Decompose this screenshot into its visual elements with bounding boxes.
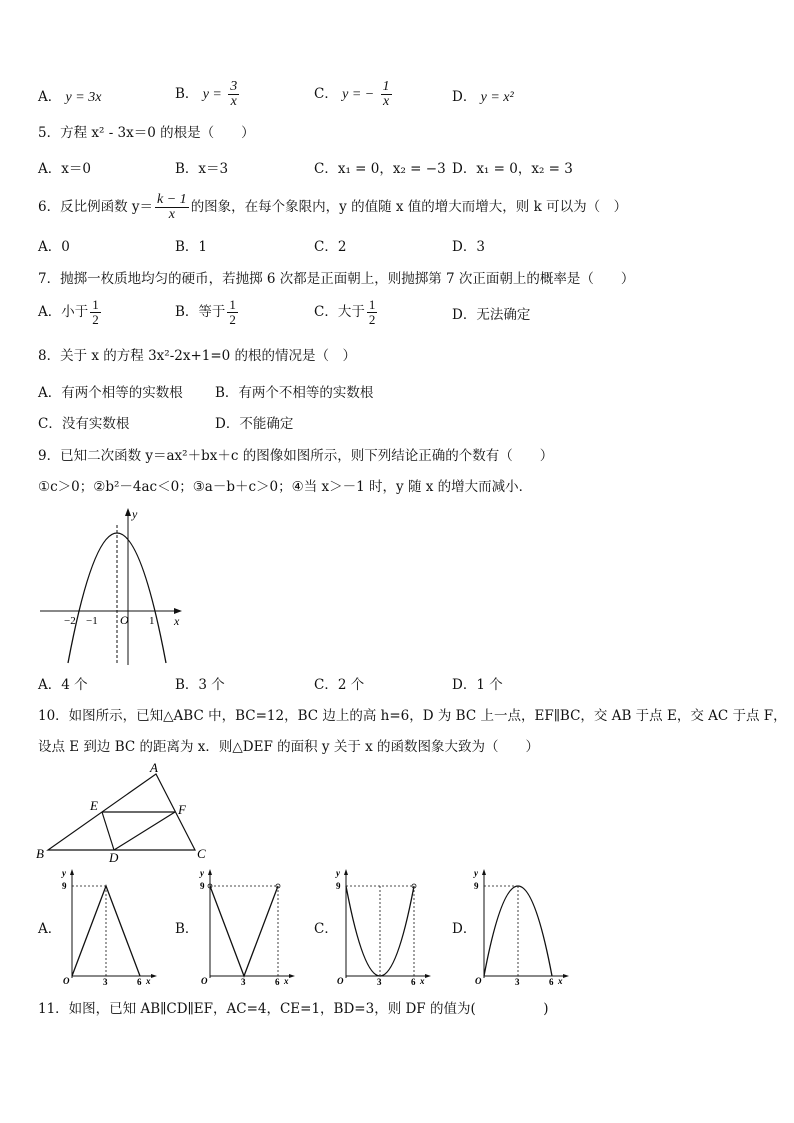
x-axis-arrow — [563, 974, 569, 978]
q5-option-c[interactable]: C．x₁ = 0，x₂ = −3 — [314, 161, 446, 177]
denominator: 2 — [229, 312, 236, 327]
q10-stem-line2: 设点 E 到边 BC 的距离为 x．则△DEF 的面积 y 关于 x 的函数图象大致为（ ） — [38, 739, 540, 755]
fraction — [381, 80, 392, 109]
tick-six: 6 — [411, 977, 416, 986]
option-math: y = x² — [480, 90, 514, 105]
option-label: A． — [38, 89, 62, 105]
q9-conditions: ①c＞0；②b²－4ac＜0；③a－b＋c＞0；④当 x＞－1 时，y 随 x 的增大而减小． — [38, 479, 533, 495]
q8-stem: 8．关于 x 的方程 3x²-2x+1=0 的根的情况是（ ） — [38, 348, 357, 364]
q7-option-a[interactable] — [38, 298, 103, 327]
x-label: x — [284, 976, 289, 986]
segment-df — [114, 812, 175, 850]
q8-option-c[interactable]: C．没有实数根 — [38, 416, 130, 432]
q10-option-c-graph[interactable] — [332, 866, 432, 986]
q9-stem: 9．已知二次函数 y＝ax²＋bx＋c 的图像如图所示，则下列结论正确的个数有（ ） — [38, 448, 554, 464]
y-axis-arrow — [125, 508, 131, 516]
q7-option-d[interactable]: D．无法确定 — [452, 307, 531, 323]
numerator: 1 — [229, 297, 236, 312]
q10-option-a-label[interactable]: A． — [38, 921, 62, 937]
tick-three: 3 — [377, 977, 382, 986]
q10-triangle-figure — [30, 760, 220, 865]
q9-parabola-graph — [36, 503, 186, 668]
tick-nine: 9 — [474, 881, 479, 891]
q6-option-c[interactable]: C．2 — [314, 239, 347, 255]
q5-option-a[interactable]: A．x＝0 — [38, 161, 91, 177]
q9-option-b[interactable]: B．3 个 — [175, 677, 225, 693]
tick-six: 6 — [549, 977, 554, 986]
vertex-label: C — [197, 846, 206, 861]
x-label: x — [420, 976, 425, 986]
origin-label: O — [201, 976, 208, 986]
option-math: y = − — [342, 87, 375, 102]
q7-option-c[interactable] — [314, 298, 379, 327]
q10-option-b-graph[interactable] — [196, 866, 296, 986]
tick-six: 6 — [275, 977, 280, 986]
vertex-label: F — [178, 802, 186, 817]
q10-stem-line1: 10．如图所示，已知△ABC 中，BC=12，BC 边上的高 h=6，D 为 BC 上一点，EF∥BC，交 AB 于点 E，交 AC 于点 F， — [38, 708, 787, 724]
y-axis-arrow — [482, 869, 486, 875]
fraction — [367, 298, 378, 327]
tick-label: −1 — [86, 615, 98, 627]
x-axis-arrow — [151, 974, 157, 978]
vertex-label: B — [36, 846, 44, 861]
q7-option-b[interactable] — [175, 298, 240, 327]
numerator: 3 — [230, 79, 238, 94]
q10-option-a-graph[interactable] — [58, 866, 158, 986]
y-axis-arrow — [344, 869, 348, 875]
q6-stem-prefix: 6．反比例函数 y＝ — [38, 199, 154, 215]
y-label: y — [474, 868, 478, 878]
numerator: 1 — [382, 79, 390, 94]
q11-stem: 11．如图，已知 AB∥CD∥EF，AC=4，CE=1，BD=3，则 DF 的值为( ) — [38, 1001, 549, 1017]
y-axis-arrow — [208, 869, 212, 875]
origin-label: O — [63, 976, 70, 986]
graph-curve — [210, 886, 278, 976]
x-label: x — [146, 976, 151, 986]
option-label: B． — [175, 86, 199, 102]
q9-option-a[interactable]: A．4 个 — [38, 677, 88, 693]
numerator: 1 — [92, 297, 99, 312]
denominator: x — [168, 207, 175, 222]
q6-stem-suffix: 的图象，在每个象限内，y 的值随 x 值的增大而增大，则 k 可以为（ ） — [190, 199, 628, 215]
origin-label: O — [475, 976, 482, 986]
fraction — [90, 298, 101, 327]
q4-option-d[interactable] — [452, 88, 514, 107]
option-math: y = — [202, 87, 222, 102]
option-label: C． — [314, 86, 338, 102]
origin-label: O — [120, 613, 129, 627]
fraction — [227, 298, 238, 327]
y-axis-label: y — [132, 507, 138, 521]
y-axis-arrow — [70, 869, 74, 875]
y-label: y — [62, 868, 66, 878]
q6-option-d[interactable]: D．3 — [452, 239, 485, 255]
tick-six: 6 — [137, 977, 142, 986]
tick-three: 3 — [515, 977, 520, 986]
q9-option-d[interactable]: D．1 个 — [452, 677, 503, 693]
q8-option-d[interactable]: D．不能确定 — [215, 416, 294, 432]
vertex-label: E — [90, 798, 98, 813]
fraction — [228, 80, 239, 109]
x-axis-label: x — [174, 614, 180, 628]
q6-stem — [38, 193, 627, 222]
q5-option-d[interactable]: D．x₁ = 0，x₂ = 3 — [452, 161, 573, 177]
tick-three: 3 — [241, 977, 246, 986]
origin-label: O — [337, 976, 344, 986]
y-label: y — [336, 868, 340, 878]
option-text: A．小于 — [38, 304, 89, 320]
y-label: y — [200, 868, 204, 878]
vertex-label: D — [109, 850, 119, 865]
q6-option-a[interactable]: A．0 — [38, 239, 70, 255]
q4-option-b[interactable] — [175, 80, 241, 109]
q4-option-a[interactable] — [38, 88, 101, 107]
q10-option-d-graph[interactable] — [470, 866, 570, 986]
q8-option-b[interactable]: B．有两个不相等的实数根 — [215, 385, 374, 401]
tick-label: −2 — [64, 615, 76, 627]
tick-three: 3 — [103, 977, 108, 986]
option-text: C．大于 — [314, 304, 365, 320]
tick-nine: 9 — [200, 881, 205, 891]
denominator: 2 — [92, 312, 99, 327]
option-math: y = 3x — [65, 90, 102, 105]
option-label: D． — [452, 89, 477, 105]
tick-nine: 9 — [336, 881, 341, 891]
denominator: x — [230, 94, 237, 109]
vertex-label: A — [150, 760, 158, 775]
q8-option-a[interactable]: A．有两个相等的实数根 — [38, 385, 183, 401]
fraction — [155, 193, 189, 222]
x-axis-arrow — [425, 974, 431, 978]
segment-ed — [102, 812, 114, 850]
q7-stem: 7．抛掷一枚质地均匀的硬币，若抛掷 6 次都是正面朝上，则抛掷第 7 次正面朝上的概率是（ ） — [38, 271, 635, 287]
q6-option-b[interactable]: B．1 — [175, 239, 208, 255]
x-label: x — [558, 976, 563, 986]
q10-option-d-label[interactable]: D． — [452, 921, 477, 937]
option-text: B．等于 — [175, 304, 226, 320]
q10-option-b-label[interactable]: B． — [175, 921, 199, 937]
q5-stem: 5．方程 x² - 3x＝0 的根是（ ） — [38, 125, 255, 141]
tick-label: 1 — [149, 615, 155, 627]
x-axis-arrow — [289, 974, 295, 978]
tick-nine: 9 — [62, 881, 67, 891]
denominator: 2 — [368, 312, 376, 327]
q9-option-c[interactable]: C．2 个 — [314, 677, 365, 693]
q10-option-c-label[interactable]: C． — [314, 921, 338, 937]
q5-option-b[interactable]: B．x＝3 — [175, 161, 229, 177]
denominator: x — [382, 94, 390, 109]
numerator: k − 1 — [157, 192, 187, 207]
q4-option-c[interactable] — [314, 80, 394, 109]
numerator: 1 — [368, 297, 376, 312]
